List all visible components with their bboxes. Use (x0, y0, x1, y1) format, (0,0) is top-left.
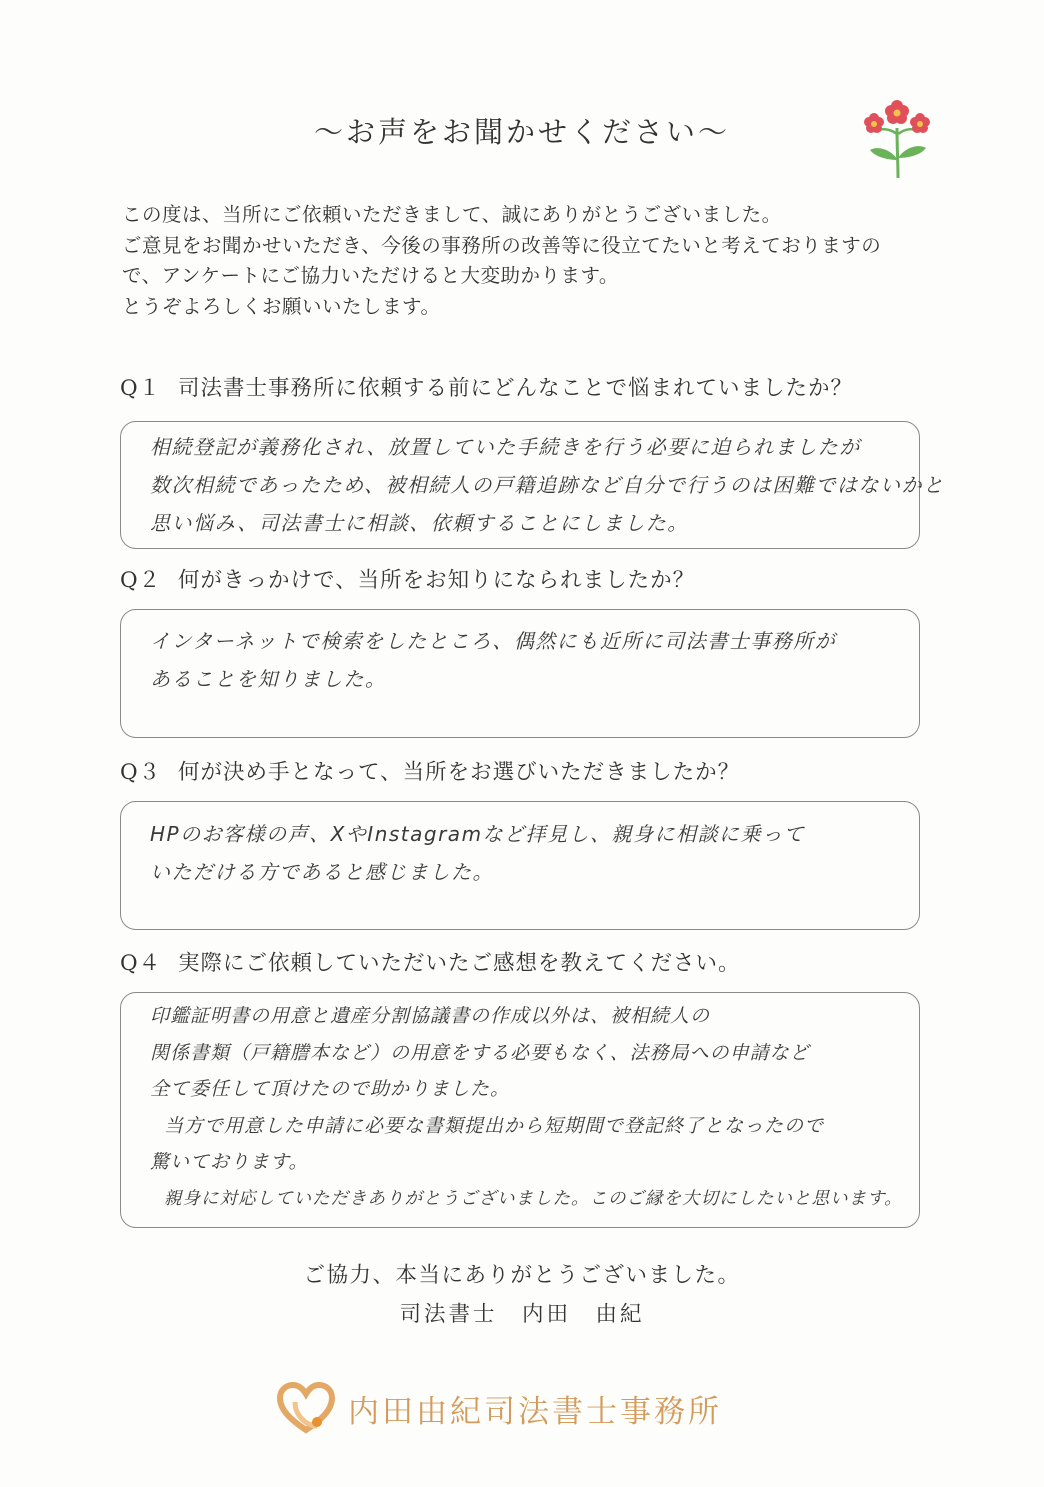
answer-line: いただける方であると感じました。 (150, 860, 494, 884)
answer-line: 全て委任して頂けたので助かりました。 (150, 1078, 511, 1100)
answer-line: 当方で用意した申請に必要な書類提出から短期間で登記終了となったので (164, 1114, 825, 1137)
question-number: Q４ (120, 951, 162, 976)
question-text: 実際にご依頼していただいたご感想を教えてください。 (178, 951, 741, 976)
question-3 (120, 755, 740, 786)
answer-3 (150, 815, 805, 891)
answer-2 (150, 622, 836, 698)
answer-line: 相続登記が義務化され、放置していた手続きを行う必要に迫られましたが (150, 435, 861, 459)
question-number: Q１ (120, 376, 162, 401)
question-number: Q３ (120, 760, 162, 785)
answer-4 (150, 998, 903, 1217)
question-text: 何が決め手となって、当所をお選びいただきましたか？ (178, 760, 741, 785)
office-logo-text: 内田由紀司法書士事務所 (348, 1394, 722, 1430)
intro-line: とうぞよろしくお願いいたします。 (122, 294, 441, 318)
page-title: ～お声をお聞かせください～ (313, 115, 730, 149)
answer-line: 驚いております。 (150, 1151, 309, 1173)
intro-line: ご意見をお聞かせいただき、今後の事務所の改善等に役立てたいと考えておりますの (122, 233, 882, 257)
intro-line: で、アンケートにご協力いただけると大変助かります。 (122, 264, 619, 287)
answer-line: 関係書類（戸籍謄本など）の用意をする必要もなく、法務局への申請など (150, 1041, 810, 1064)
answer-line: 数次相続であったため、被相続人の戸籍追跡など自分で行うのは困難ではないかと (150, 473, 945, 497)
answer-line: 印鑑証明書の用意と遺産分割協議書の作成以外は、被相続人の (150, 1005, 711, 1027)
answer-1 (150, 428, 945, 542)
answer-line: 親身に対応していただきありがとうございました。このご縁を大切にしたいと思います。 (164, 1188, 903, 1209)
intro-text (122, 200, 952, 322)
closing-thanks: ご協力、本当にありがとうございました。 (303, 1263, 741, 1288)
answer-line: あることを知りました。 (150, 667, 387, 691)
answer-line: 思い悩み、司法書士に相談、依頼することにしました。 (150, 511, 689, 535)
intro-line: この度は、当所にご依頼いただきまして、誠にありがとうございました。 (122, 203, 782, 226)
answer-line: インターネットで検索をしたところ、偶然にも近所に司法書士事務所が (150, 629, 837, 653)
question-2 (120, 563, 695, 594)
question-text: 司法書士事務所に依頼する前にどんなことで悩まれていましたか？ (178, 376, 854, 401)
closing-signature: 司法書士 内田 由紀 (399, 1302, 645, 1327)
heart-logo-icon (277, 1382, 335, 1434)
flower-icon (862, 98, 932, 180)
question-1 (120, 371, 853, 402)
answer-line: HPのお客様の声、XやInstagramなど拝見し、親身に相談に乗って (150, 822, 806, 846)
question-text: 何がきっかけで、当所をお知りになられましたか？ (178, 568, 696, 593)
question-number: Q２ (120, 568, 162, 593)
question-4 (120, 946, 741, 977)
